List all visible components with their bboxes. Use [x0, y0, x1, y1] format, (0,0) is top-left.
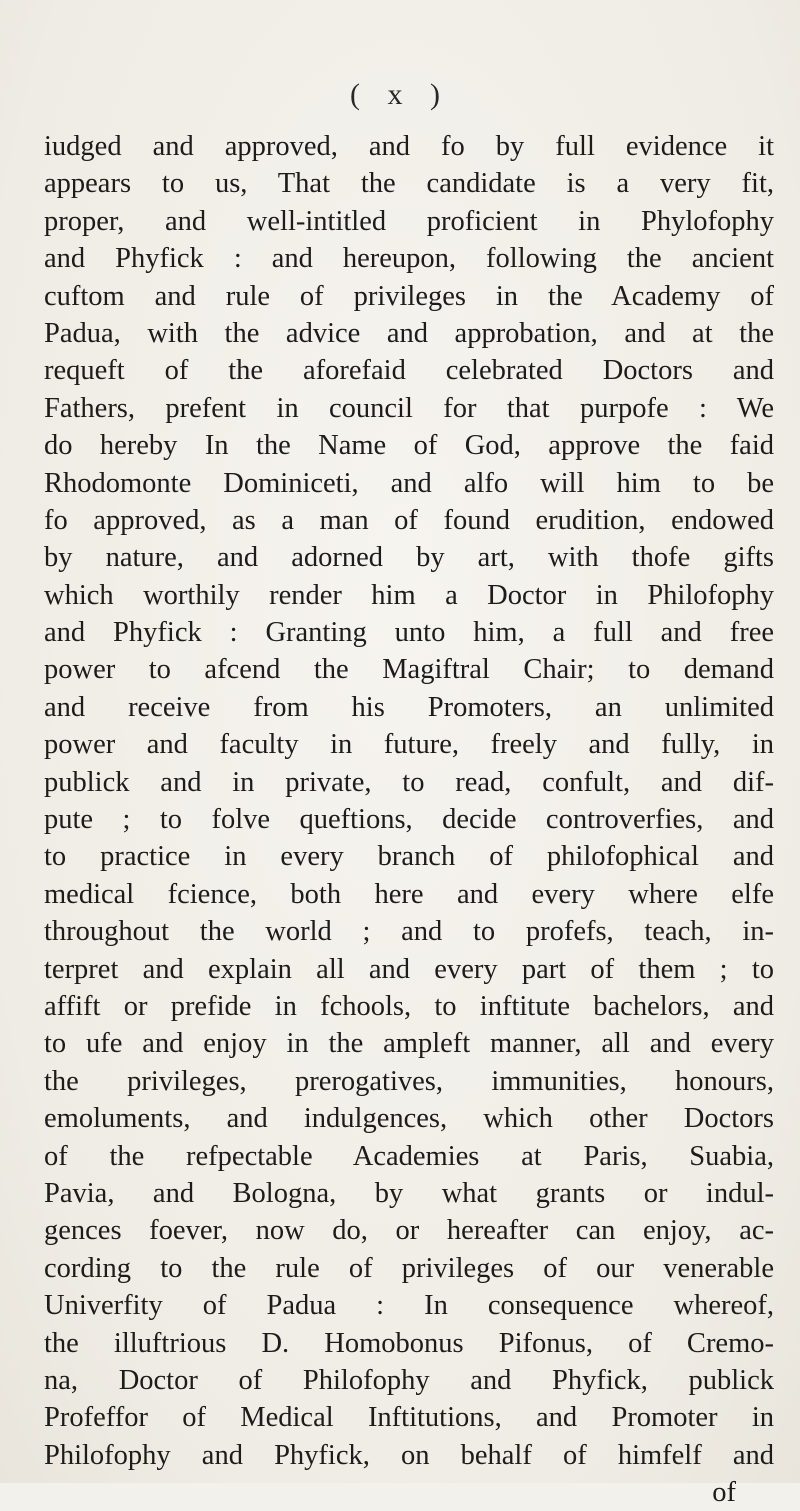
text-line: Philofophy and Phyfick, on behalf of himfelf and	[44, 1439, 774, 1471]
catchword: of	[712, 1477, 736, 1509]
text-line: affift or prefide in fchools, to inftitute bachelors, and	[44, 990, 774, 1022]
text-line: of the refpectable Academies at Paris, Suabia,	[44, 1140, 774, 1172]
text-line: medical fcience, both here and every where elfe	[44, 878, 774, 910]
text-line: to ufe and enjoy in the ampleft manner, all and every	[44, 1028, 774, 1060]
text-line: na, Doctor of Philofophy and Phyfick, publick	[44, 1364, 774, 1396]
text-line: iudged and approved, and fo by full evidence it	[44, 131, 774, 162]
text-line: and Phyfick : and hereupon, following the ancient	[44, 243, 774, 275]
text-line: requeft of the aforefaid celebrated Doctors and	[44, 355, 774, 387]
text-line: Rhodomonte Dominiceti, and alfo will him to be	[44, 467, 774, 499]
text-line: Fathers, prefent in council for that purpofe : We	[44, 392, 774, 424]
text-line: emoluments, and indulgences, which other Doctors	[44, 1103, 774, 1135]
text-line: publick and in private, to read, confult, and dif-	[44, 766, 774, 798]
text-line: cuftom and rule of privileges in the Academy of	[44, 280, 774, 312]
text-line: Pavia, and Bologna, by what grants or indul-	[44, 1177, 774, 1209]
text-line: power and faculty in future, freely and fully, in	[44, 729, 774, 761]
text-line: and Phyfick : Granting unto him, a full and free	[44, 617, 774, 649]
text-line: do hereby In the Name of God, approve the faid	[44, 430, 774, 462]
text-line: proper, and well-intitled proficient in Phylofophy	[44, 205, 774, 237]
text-line: throughout the world ; and to profefs, teach, in-	[44, 916, 774, 948]
text-line: to practice in every branch of philofophical and	[44, 841, 774, 873]
text-line: cording to the rule of privileges of our venerable	[44, 1252, 774, 1284]
text-line: by nature, and adorned by art, with thofe gifts	[44, 542, 774, 574]
text-line: pute ; to folve queftions, decide controverfies, and	[44, 804, 774, 836]
body-text	[44, 128, 774, 1511]
text-line: power to afcend the Magiftral Chair; to demand	[44, 654, 774, 686]
text-line: the illuftrious D. Homobonus Pifonus, of Cremo-	[44, 1327, 774, 1359]
text-line: terpret and explain all and every part of them ; to	[44, 953, 774, 985]
text-line: the privileges, prerogatives, immunities, honours,	[44, 1065, 774, 1097]
text-line: appears to us, That the candidate is a very fit,	[44, 168, 774, 200]
page-number: ( x )	[350, 78, 450, 111]
text-line: Profeffor of Medical Inftitutions, and Promoter in	[44, 1402, 774, 1434]
text-line: Padua, with the advice and approbation, and at the	[44, 317, 774, 349]
text-line: and receive from his Promoters, an unlimited	[44, 691, 774, 723]
text-line: fo approved, as a man of found erudition, endowed	[44, 504, 774, 536]
text-line: which worthily render him a Doctor in Philofophy	[44, 579, 774, 611]
text-line: Univerfity of Padua : In consequence whereof,	[44, 1290, 774, 1322]
text-line: gences foever, now do, or hereafter can enjoy, ac-	[44, 1215, 774, 1247]
